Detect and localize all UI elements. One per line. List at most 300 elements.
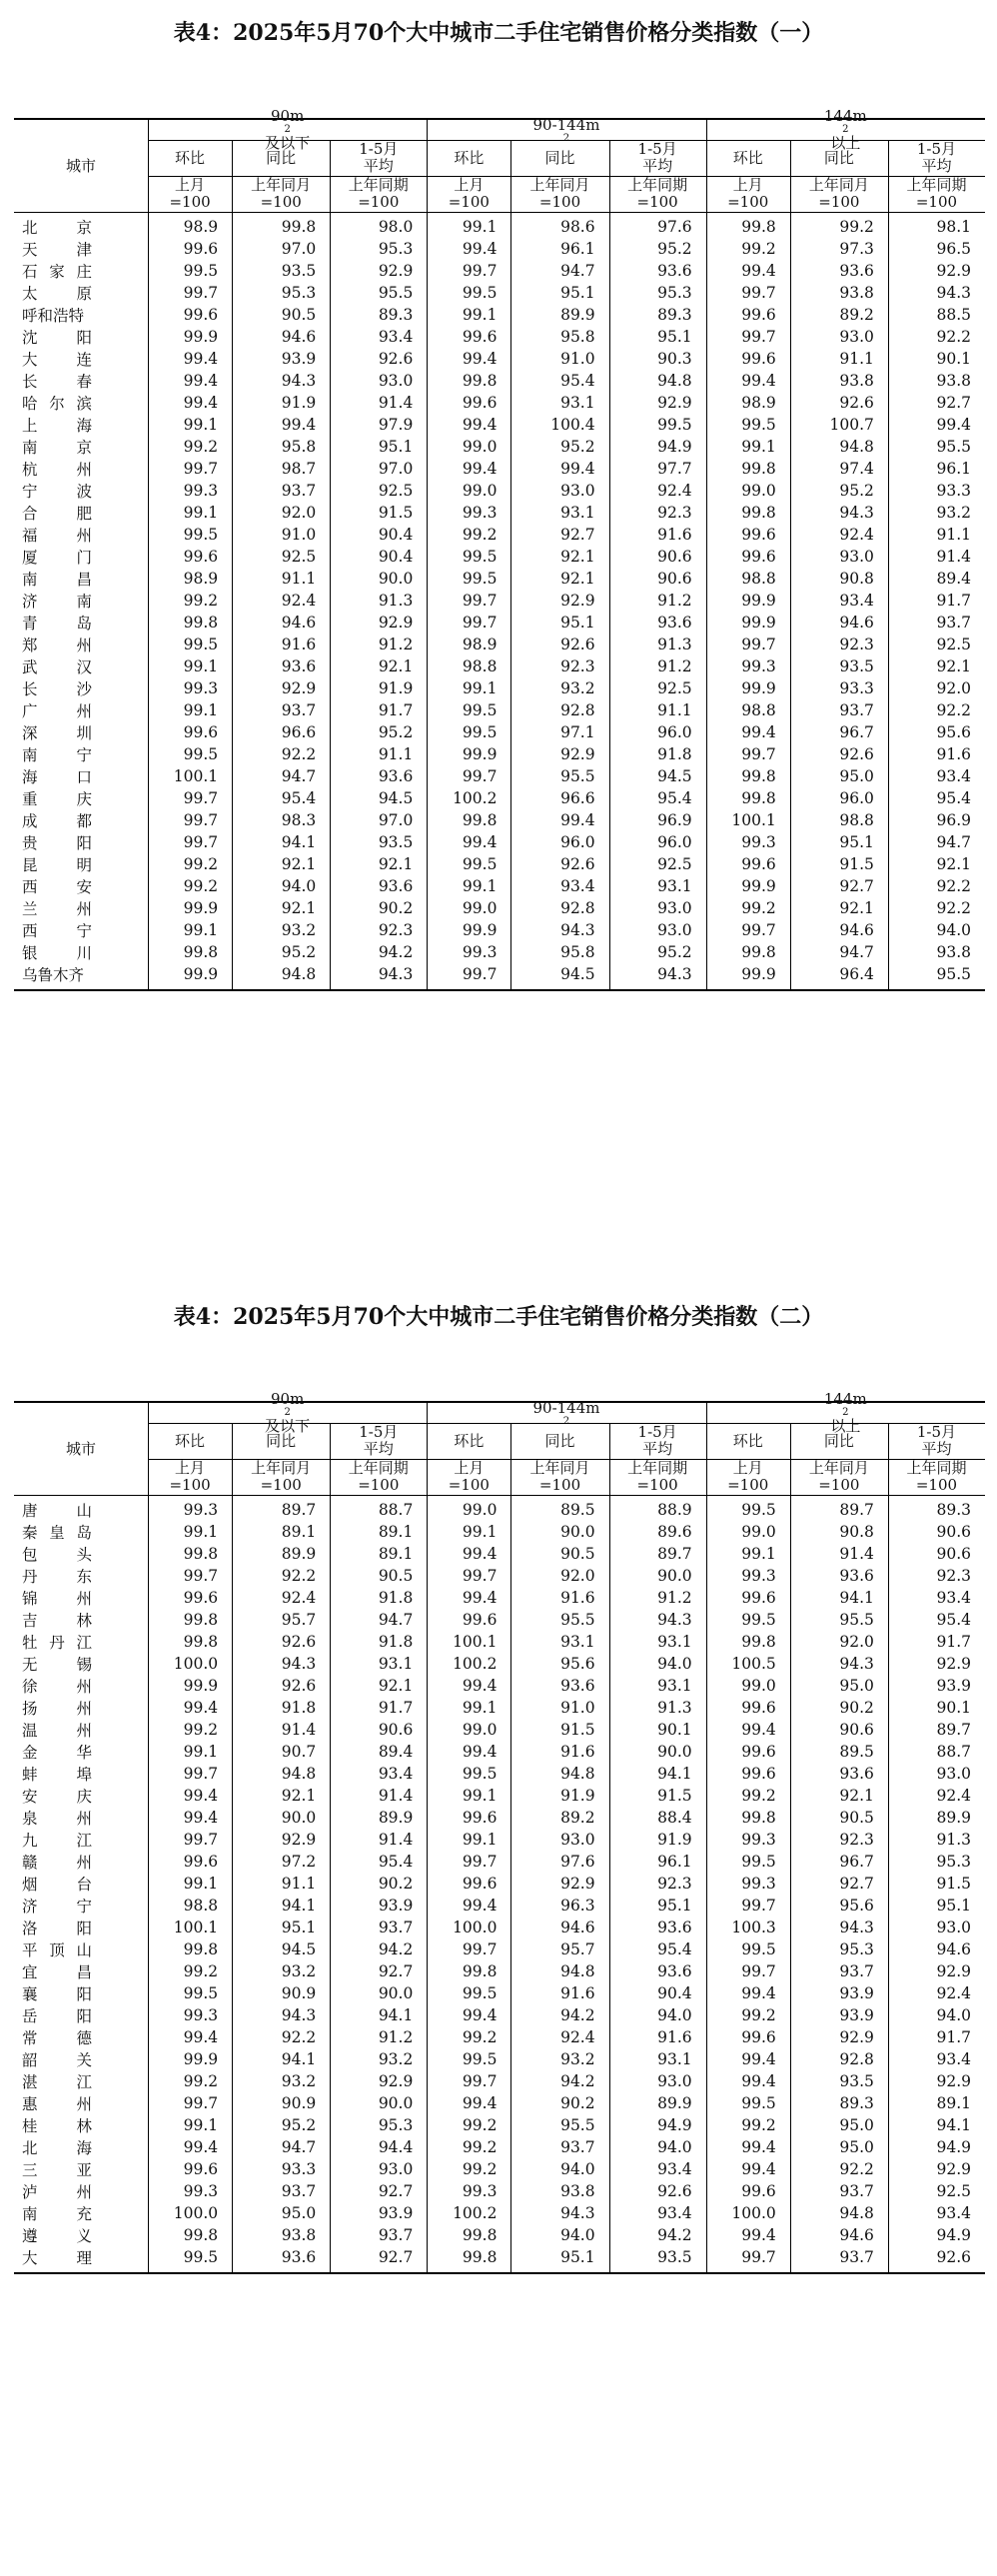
index-value: 89.1 — [378, 1545, 414, 1563]
index-value: 95.3 — [281, 284, 317, 302]
table-row — [14, 941, 985, 963]
index-value: 96.0 — [657, 833, 692, 851]
index-value: 96.5 — [936, 240, 971, 258]
city-name: 韶 关 — [22, 2051, 92, 2069]
index-value: 92.6 — [560, 855, 595, 873]
index-value: 99.8 — [741, 789, 776, 807]
index-value: 90.6 — [657, 570, 692, 588]
city-name: 乌鲁木齐 — [22, 966, 85, 984]
index-value: 91.1 — [378, 745, 414, 763]
index-value: 99.7 — [462, 262, 498, 280]
index-value: 95.1 — [839, 833, 874, 851]
index-value: 98.9 — [462, 636, 498, 653]
header-base: 上年同期 =100 — [348, 1459, 409, 1494]
city-name: 青 岛 — [22, 615, 92, 633]
index-value: 96.9 — [936, 811, 971, 829]
index-value: 94.9 — [657, 438, 692, 456]
header-col: 环比 — [175, 148, 206, 167]
index-value: 95.5 — [560, 2116, 595, 2134]
index-value: 93.6 — [839, 1567, 874, 1585]
index-value: 99.1 — [183, 416, 219, 434]
index-value: 92.6 — [839, 394, 874, 412]
city-name: 平 顶 山 — [22, 1941, 92, 1959]
index-value: 93.2 — [281, 1962, 317, 1980]
index-value: 88.4 — [657, 1809, 692, 1827]
table-row — [14, 282, 985, 304]
index-value: 93.0 — [936, 1919, 971, 1936]
index-value: 99.3 — [183, 1501, 219, 1519]
index-value: 99.5 — [462, 855, 498, 873]
header-col: 1-5月 平均 — [637, 140, 677, 175]
index-value: 92.1 — [378, 1677, 414, 1695]
index-value: 95.2 — [657, 943, 692, 961]
index-value: 92.4 — [281, 1589, 317, 1607]
city-name: 锦 州 — [22, 1590, 92, 1608]
table-row — [14, 1917, 985, 1938]
index-value: 92.2 — [281, 2028, 317, 2046]
index-value: 99.9 — [741, 592, 776, 610]
index-value: 93.7 — [560, 2138, 595, 2156]
index-value: 100.0 — [173, 1655, 219, 1673]
city-name: 大 连 — [22, 351, 92, 369]
index-value: 99.7 — [183, 811, 219, 829]
index-value: 91.6 — [657, 2028, 692, 2046]
index-value: 99.1 — [741, 438, 776, 456]
city-name: 太 原 — [22, 285, 92, 303]
index-value: 93.3 — [936, 482, 971, 500]
index-value: 94.7 — [936, 833, 971, 851]
index-value: 93.4 — [378, 328, 414, 346]
index-value: 99.6 — [183, 548, 219, 566]
index-value: 92.1 — [936, 855, 971, 873]
index-value: 92.1 — [378, 855, 414, 873]
index-value: 95.3 — [839, 1940, 874, 1958]
index-value: 99.8 — [741, 943, 776, 961]
index-value: 99.2 — [741, 2116, 776, 2134]
index-value: 90.5 — [281, 306, 317, 324]
index-value: 94.8 — [839, 2204, 874, 2222]
index-value: 93.6 — [378, 767, 414, 785]
table-row — [14, 2136, 985, 2158]
city-name: 上 海 — [22, 417, 92, 435]
index-value: 93.4 — [560, 877, 595, 895]
index-value: 91.7 — [378, 1699, 414, 1717]
city-name: 郑 州 — [22, 637, 92, 654]
index-value: 99.5 — [741, 1853, 776, 1871]
index-value: 95.5 — [560, 1611, 595, 1629]
table-row — [14, 2048, 985, 2070]
index-value: 92.5 — [281, 548, 317, 566]
index-value: 99.7 — [741, 328, 776, 346]
index-value: 99.4 — [462, 460, 498, 478]
index-value: 93.8 — [560, 2182, 595, 2200]
city-name: 石 家 庄 — [22, 263, 92, 281]
index-value: 99.8 — [741, 1809, 776, 1827]
index-value: 90.1 — [657, 1721, 692, 1739]
index-value: 92.5 — [378, 482, 414, 500]
index-value: 91.3 — [657, 636, 692, 653]
index-value: 94.3 — [560, 921, 595, 939]
index-value: 92.6 — [936, 2248, 971, 2266]
index-value: 94.3 — [839, 1919, 874, 1936]
index-value: 93.9 — [839, 1984, 874, 2002]
index-value: 91.4 — [281, 1721, 317, 1739]
city-name: 惠 州 — [22, 2095, 92, 2113]
table-row — [14, 875, 985, 897]
index-value: 95.3 — [657, 284, 692, 302]
index-value: 99.5 — [741, 1940, 776, 1958]
index-value: 92.2 — [839, 2160, 874, 2178]
city-name: 大 理 — [22, 2249, 92, 2267]
index-value: 99.4 — [741, 2072, 776, 2090]
index-value: 91.8 — [657, 745, 692, 763]
index-value: 99.3 — [462, 2182, 498, 2200]
index-value: 92.6 — [378, 350, 414, 368]
index-value: 90.4 — [657, 1984, 692, 2002]
index-value: 91.5 — [839, 855, 874, 873]
index-value: 95.1 — [657, 328, 692, 346]
index-value: 99.8 — [462, 372, 498, 390]
index-value: 90.1 — [936, 1699, 971, 1717]
index-value: 93.1 — [657, 877, 692, 895]
city-name: 武 汉 — [22, 658, 92, 676]
index-value: 94.3 — [560, 2204, 595, 2222]
index-value: 97.9 — [378, 416, 414, 434]
index-value: 99.5 — [462, 701, 498, 719]
index-value: 92.0 — [281, 504, 317, 522]
index-value: 98.8 — [741, 570, 776, 588]
index-value: 98.8 — [462, 657, 498, 675]
index-value: 90.5 — [839, 1809, 874, 1827]
city-name: 三 亚 — [22, 2161, 92, 2179]
index-value: 92.7 — [560, 526, 595, 544]
city-name: 深 圳 — [22, 724, 92, 742]
index-value: 94.6 — [839, 2226, 874, 2244]
index-value: 99.8 — [183, 943, 219, 961]
city-name: 沈 阳 — [22, 329, 92, 347]
index-value: 99.6 — [741, 548, 776, 566]
index-value: 97.0 — [378, 460, 414, 478]
table-row — [14, 963, 985, 985]
index-value: 93.6 — [378, 877, 414, 895]
index-value: 99.5 — [183, 2248, 219, 2266]
index-value: 94.2 — [378, 1940, 414, 1958]
header-city: 城市 — [65, 1439, 96, 1458]
city-name: 厦 门 — [22, 549, 92, 567]
index-value: 89.3 — [378, 306, 414, 324]
index-value: 96.4 — [839, 965, 874, 983]
index-value: 91.5 — [657, 1787, 692, 1805]
header-base: 上月 =100 — [727, 1459, 769, 1494]
index-value: 91.4 — [936, 548, 971, 566]
index-value: 99.5 — [183, 526, 219, 544]
table-row — [14, 304, 985, 326]
index-value: 90.0 — [378, 2094, 414, 2112]
index-value: 94.3 — [657, 1611, 692, 1629]
index-value: 91.1 — [839, 350, 874, 368]
city-name: 广 州 — [22, 702, 92, 720]
index-value: 92.9 — [936, 1655, 971, 1673]
index-value: 99.7 — [183, 789, 219, 807]
index-value: 99.1 — [462, 1831, 498, 1849]
index-value: 89.5 — [560, 1501, 595, 1519]
city-name: 天 津 — [22, 241, 92, 259]
index-value: 95.4 — [936, 789, 971, 807]
index-value: 91.5 — [936, 1875, 971, 1893]
index-value: 90.2 — [378, 899, 414, 917]
index-value: 91.5 — [560, 1721, 595, 1739]
table-row — [14, 1719, 985, 1741]
index-value: 92.4 — [657, 482, 692, 500]
index-value: 94.7 — [560, 262, 595, 280]
index-value: 91.6 — [936, 745, 971, 763]
table-row — [14, 2202, 985, 2224]
index-value: 89.9 — [936, 1809, 971, 1827]
index-value: 90.8 — [839, 570, 874, 588]
table-row — [14, 1785, 985, 1807]
index-value: 99.0 — [462, 1501, 498, 1519]
index-value: 99.5 — [183, 636, 219, 653]
index-value: 95.4 — [560, 372, 595, 390]
index-value: 92.7 — [378, 2248, 414, 2266]
index-value: 91.6 — [281, 636, 317, 653]
index-value: 94.0 — [657, 2138, 692, 2156]
index-value: 99.9 — [741, 614, 776, 632]
index-value: 92.7 — [378, 2182, 414, 2200]
index-value: 96.0 — [657, 723, 692, 741]
index-value: 95.0 — [281, 2204, 317, 2222]
index-value: 99.2 — [183, 1721, 219, 1739]
index-value: 90.4 — [378, 548, 414, 566]
index-value: 99.1 — [462, 1523, 498, 1541]
index-value: 99.8 — [281, 218, 317, 236]
index-value: 90.0 — [560, 1523, 595, 1541]
index-value: 97.0 — [281, 240, 317, 258]
table-row — [14, 612, 985, 634]
index-value: 99.4 — [462, 1897, 498, 1915]
index-value: 94.6 — [839, 921, 874, 939]
index-value: 92.1 — [560, 548, 595, 566]
index-value: 94.8 — [560, 1765, 595, 1783]
index-value: 100.1 — [731, 811, 776, 829]
index-value: 99.4 — [741, 1984, 776, 2002]
index-value: 99.0 — [462, 1721, 498, 1739]
table-row — [14, 1631, 985, 1653]
table-row — [14, 480, 985, 502]
table-row — [14, 524, 985, 546]
table-row — [14, 721, 985, 743]
index-value: 92.2 — [936, 701, 971, 719]
index-value: 94.5 — [378, 789, 414, 807]
city-name: 包 头 — [22, 1546, 92, 1564]
index-value: 94.9 — [657, 2116, 692, 2134]
index-value: 100.2 — [453, 2204, 498, 2222]
index-value: 91.9 — [378, 679, 414, 697]
index-value: 90.5 — [560, 1545, 595, 1563]
index-value: 92.7 — [936, 394, 971, 412]
index-value: 99.6 — [741, 1765, 776, 1783]
index-value: 99.3 — [741, 1831, 776, 1849]
index-value: 99.6 — [741, 1699, 776, 1717]
index-value: 94.0 — [936, 921, 971, 939]
index-value: 90.0 — [657, 1743, 692, 1761]
index-value: 99.5 — [462, 1765, 498, 1783]
index-value: 94.6 — [281, 328, 317, 346]
city-name: 泉 州 — [22, 1810, 92, 1828]
index-value: 96.1 — [560, 240, 595, 258]
index-value: 95.5 — [936, 965, 971, 983]
index-value: 100.7 — [829, 416, 874, 434]
index-value: 99.0 — [741, 1677, 776, 1695]
index-value: 99.7 — [462, 592, 498, 610]
city-name: 牡 丹 江 — [22, 1634, 92, 1652]
city-name: 桂 林 — [22, 2117, 92, 2135]
index-value: 93.6 — [839, 1765, 874, 1783]
index-value: 92.9 — [657, 394, 692, 412]
table-grid — [14, 107, 985, 989]
index-value: 94.3 — [281, 372, 317, 390]
index-value: 95.3 — [378, 2116, 414, 2134]
header-col: 1-5月 平均 — [359, 140, 399, 175]
index-value: 92.1 — [281, 899, 317, 917]
index-value: 99.4 — [462, 2094, 498, 2112]
index-value: 95.4 — [281, 789, 317, 807]
index-value: 94.7 — [281, 2138, 317, 2156]
index-value: 94.2 — [657, 2226, 692, 2244]
index-value: 99.7 — [183, 1765, 219, 1783]
index-value: 98.0 — [378, 218, 414, 236]
index-value: 93.1 — [560, 504, 595, 522]
index-value: 93.6 — [657, 1919, 692, 1936]
index-value: 88.7 — [936, 1743, 971, 1761]
index-value: 92.9 — [936, 2072, 971, 2090]
index-value: 99.8 — [183, 1611, 219, 1629]
index-value: 94.1 — [281, 833, 317, 851]
index-value: 99.7 — [741, 745, 776, 763]
index-value: 99.3 — [183, 2006, 219, 2024]
index-value: 91.4 — [378, 1831, 414, 1849]
header-group: 90-144m 2 — [532, 1398, 600, 1427]
city-name: 北 京 — [22, 219, 92, 237]
city-name: 兰 州 — [22, 900, 92, 918]
index-value: 99.9 — [183, 328, 219, 346]
index-value: 94.0 — [560, 2160, 595, 2178]
index-value: 90.2 — [839, 1699, 874, 1717]
index-value: 90.2 — [560, 2094, 595, 2112]
index-value: 99.4 — [183, 1787, 219, 1805]
city-name: 蚌 埠 — [22, 1766, 92, 1784]
index-value: 96.1 — [657, 1853, 692, 1871]
index-value: 99.7 — [462, 965, 498, 983]
index-value: 99.4 — [741, 2138, 776, 2156]
header-base: 上月 =100 — [169, 1459, 211, 1494]
index-value: 92.4 — [281, 592, 317, 610]
index-value: 99.2 — [183, 438, 219, 456]
index-value: 99.2 — [741, 899, 776, 917]
city-name: 西 安 — [22, 878, 92, 896]
index-value: 100.2 — [453, 1655, 498, 1673]
index-value: 93.3 — [281, 2160, 317, 2178]
index-value: 94.1 — [281, 2050, 317, 2068]
index-value: 100.1 — [173, 767, 219, 785]
index-value: 93.0 — [378, 2160, 414, 2178]
index-value: 90.6 — [839, 1721, 874, 1739]
index-value: 98.9 — [183, 570, 219, 588]
index-value: 99.4 — [741, 262, 776, 280]
table-row — [14, 260, 985, 282]
table-row — [14, 348, 985, 370]
index-value: 93.2 — [560, 679, 595, 697]
table-row — [14, 1499, 985, 1521]
index-value: 93.1 — [657, 1677, 692, 1695]
rule-line — [14, 1495, 985, 1496]
index-value: 93.7 — [839, 701, 874, 719]
index-value: 99.9 — [741, 877, 776, 895]
index-value: 99.7 — [183, 284, 219, 302]
table-row — [14, 568, 985, 590]
city-name: 金 华 — [22, 1744, 92, 1762]
index-value: 99.8 — [183, 1940, 219, 1958]
city-name: 泸 州 — [22, 2183, 92, 2201]
index-value: 99.8 — [741, 504, 776, 522]
index-value: 99.4 — [741, 372, 776, 390]
city-name: 呼和浩特 — [22, 307, 85, 325]
index-value: 92.6 — [281, 1633, 317, 1651]
table-row — [14, 853, 985, 875]
index-value: 89.6 — [657, 1523, 692, 1541]
index-value: 95.7 — [560, 1940, 595, 1958]
header-base: 上年同月 =100 — [251, 176, 312, 211]
index-value: 99.6 — [462, 1875, 498, 1893]
table-row — [14, 1851, 985, 1873]
table-row — [14, 2070, 985, 2092]
index-value: 96.9 — [657, 811, 692, 829]
index-value: 91.2 — [657, 592, 692, 610]
index-value: 93.8 — [936, 372, 971, 390]
header-base: 上年同月 =100 — [808, 176, 869, 211]
city-name: 襄 阳 — [22, 1985, 92, 2003]
index-value: 92.1 — [839, 1787, 874, 1805]
index-value: 99.6 — [741, 306, 776, 324]
index-value: 99.3 — [462, 504, 498, 522]
index-value: 99.1 — [462, 679, 498, 697]
index-value: 98.9 — [741, 394, 776, 412]
index-value: 99.4 — [183, 1809, 219, 1827]
index-value: 94.5 — [560, 965, 595, 983]
index-value: 91.7 — [936, 1633, 971, 1651]
index-value: 99.7 — [183, 1831, 219, 1849]
header-col: 1-5月 平均 — [916, 140, 957, 175]
index-value: 93.5 — [657, 2248, 692, 2266]
index-value: 92.9 — [560, 745, 595, 763]
index-value: 90.0 — [378, 1984, 414, 2002]
table-row — [14, 1763, 985, 1785]
index-value: 99.6 — [183, 306, 219, 324]
table-row — [14, 765, 985, 787]
index-value: 92.5 — [936, 636, 971, 653]
index-value: 99.4 — [183, 2138, 219, 2156]
header-base: 上年同期 =100 — [906, 176, 967, 211]
index-value: 94.1 — [281, 1897, 317, 1915]
index-value: 95.3 — [378, 240, 414, 258]
header-col: 1-5月 平均 — [637, 1423, 677, 1458]
index-value: 93.0 — [936, 1765, 971, 1783]
index-value: 99.8 — [741, 1633, 776, 1651]
index-value: 90.7 — [281, 1743, 317, 1761]
index-value: 94.2 — [560, 2006, 595, 2024]
index-value: 99.1 — [462, 877, 498, 895]
index-value: 100.0 — [453, 1919, 498, 1936]
